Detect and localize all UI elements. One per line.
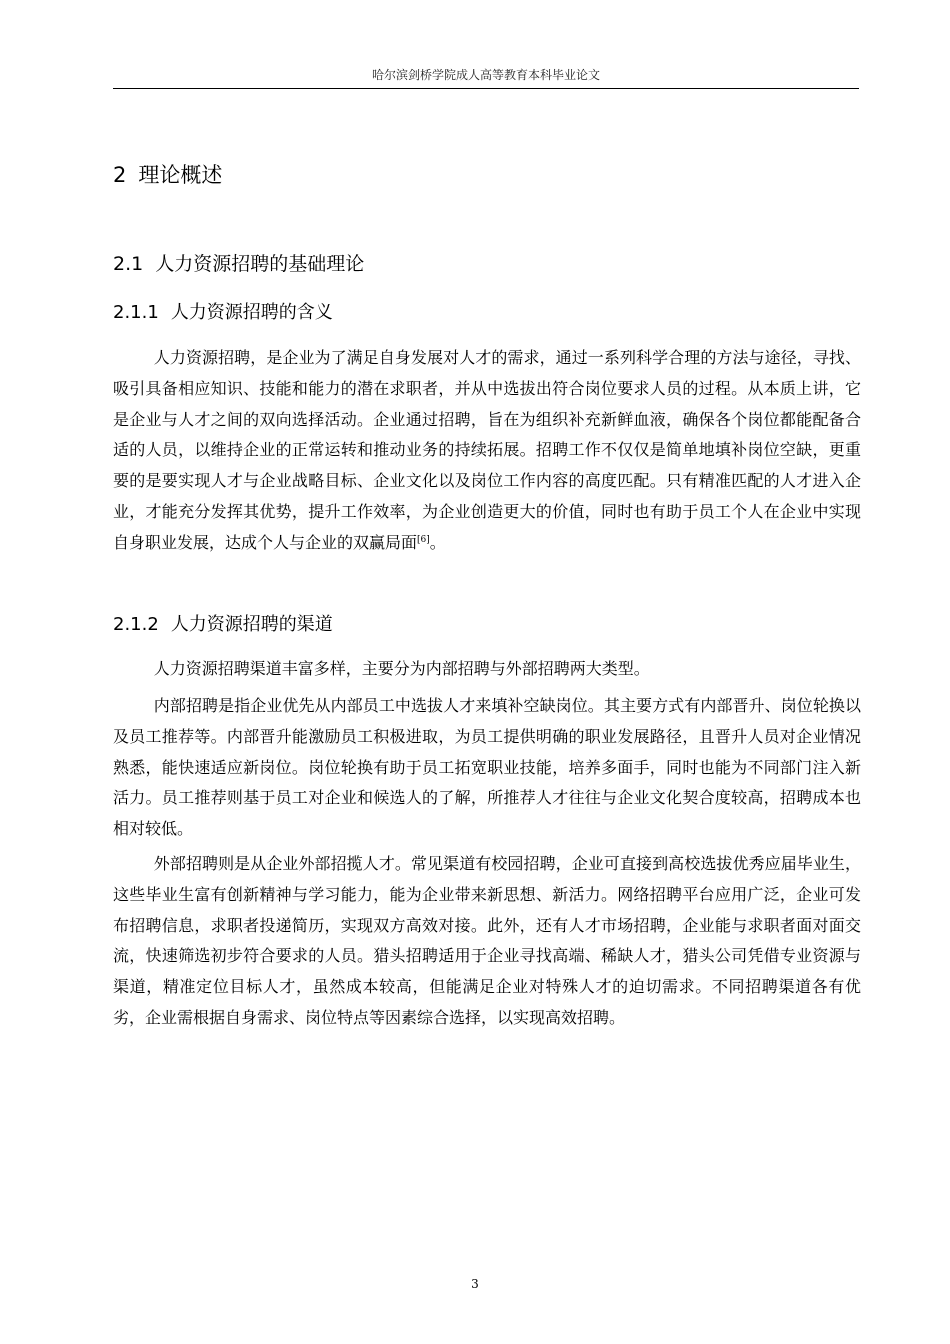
section-number: 2.1 — [113, 253, 144, 275]
paragraph-text: 内部招聘是指企业优先从内部员工中选拔人才来填补空缺岗位。其主要方式有内部晋升、岗位轮换以及员工推荐等。内部晋升能激励员工积极进取，为员工提供明确的职业发展路径，且晋升人员对企业情况熟悉，能快速适应新岗位。岗位轮换有助于员工拓宽职业技能，培养多面手，同时也能为不同部门注入新活力。员工推荐则基于员工对企业和候选人的了解，所推荐人才往往与企业文化契合度较高，招聘成本也相对较低。 — [113, 696, 861, 839]
paragraph-end: 。 — [429, 532, 446, 552]
paragraph-text: 人力资源招聘渠道丰富多样，主要分为内部招聘与外部招聘两大类型。 — [153, 659, 650, 678]
subsection-number: 2.1.1 — [113, 302, 159, 323]
subsection-heading-meaning — [113, 300, 333, 326]
header-title: 哈尔滨剑桥学院成人高等教育本科毕业论文 — [371, 68, 600, 82]
section-title: 人力资源招聘的基础理论 — [155, 253, 365, 275]
page-header — [113, 66, 859, 84]
paragraph-recruitment-meaning — [113, 343, 861, 559]
section-heading — [113, 250, 364, 278]
paragraph-text: 外部招聘则是从企业外部招揽人才。常见渠道有校园招聘，企业可直接到高校选拔优秀应届毕业生，这些毕业生富有创新精神与学习能力，能为企业带来新思想、新活力。网络招聘平台应用广泛，企业可发布招聘信息，求职者投递简历，实现双方高效对接。此外，还有人才市场招聘，企业能与求职者面对面交流，快速筛选初步符合要求的人员。猎头招聘适用于企业寻找高端、稀缺人才，猎头公司凭借专业资源与渠道，精准定位目标人才，虽然成本较高，但能满足企业对特殊人才的迫切需求。不同招聘渠道各有优劣，企业需根据自身需求、岗位特点等因素综合选择，以实现高效招聘。 — [113, 854, 861, 1027]
subsection-title: 人力资源招聘的渠道 — [170, 614, 333, 635]
paragraph-internal-recruitment — [113, 691, 861, 845]
subsection-number: 2.1.2 — [113, 614, 159, 635]
header-divider — [113, 88, 859, 89]
page-number: 3 — [471, 1277, 479, 1291]
chapter-title: 理论概述 — [138, 163, 223, 187]
chapter-number: 2 — [113, 163, 127, 187]
subsection-title: 人力资源招聘的含义 — [170, 302, 333, 323]
paragraph-text: 人力资源招聘，是企业为了满足自身发展对人才的需求，通过一系列科学合理的方法与途径，寻找、吸引具备相应知识、技能和能力的潜在求职者，并从中选拔出符合岗位要求人员的过程。从本质上讲，它是企业与人才之间的双向选择活动。企业通过招聘，旨在为组织补充新鲜血液，确保各个岗位都能配备合适的人员，以维持企业的正常运转和推动业务的持续拓展。招聘工作不仅仅是简单地填补岗位空缺，更重要的是要实现人才与企业战略目标、企业文化以及岗位工作内容的高度匹配。只有精准匹配的人才进入企业，才能充分发挥其优势，提升工作效率，为企业创造更大的价值，同时也有助于员工个人在企业中实现自身职业发展，达成个人与企业的双赢局面 — [113, 348, 861, 552]
citation-reference: [6] — [417, 534, 430, 545]
chapter-heading — [113, 160, 222, 190]
paragraph-channels-intro — [113, 654, 861, 685]
subsection-heading-channels — [113, 612, 333, 638]
paragraph-external-recruitment — [113, 849, 861, 1034]
